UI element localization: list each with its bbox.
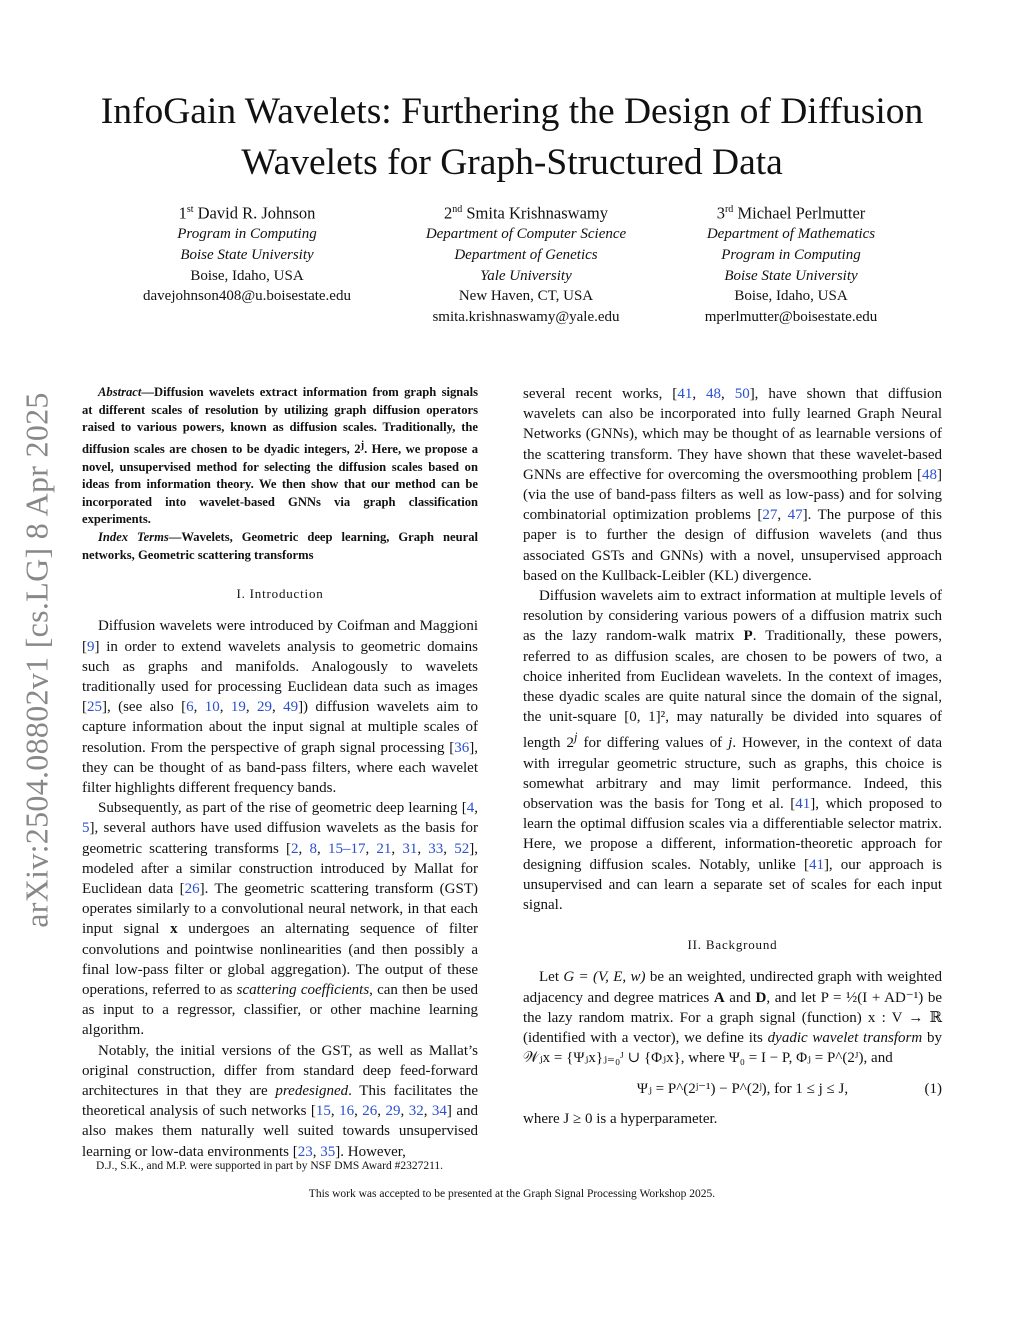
author-name: Michael Perlmutter: [737, 203, 866, 223]
paper-title: InfoGain Wavelets: Furthering the Design of Diffusion Wavelets for Graph-Structured Data: [100, 91, 924, 183]
acceptance-note: This work was accepted to be presented at the Graph Signal Processing Workshop 2025.: [308, 1188, 716, 1200]
left-column: [82, 384, 478, 1162]
author-email: davejohnson408@u.boisestate.edu: [143, 288, 351, 305]
funding-footnote: D.J., S.K., and M.P. were supported in part by NSF DMS Award #2327211.: [96, 1160, 444, 1172]
intro-paragraph-2: Subsequently, as part of the rise of geometric deep learning [4, 5], several authors have used diffusion wavelets as the basis for geometric scattering transforms [2, 8, 15–17, 21, 31, 33, 52], modeled after a similar construction introduced by Mallat for Euclidean data [26]. The geometric scattering transform (GST) operates similarly to a convolutional neural network, in that each input signal x undergoes an alternating sequence of filter convolutions and pointwise nonlinearities (and then possibly a final low-pass filter or global aggregation). The output of these operations, referred to as scattering coefficients, can then be used as input to a regressor, classifier, or other machine learning algorithm.: [82, 800, 479, 1039]
section-heading-background: II. Background: [687, 937, 778, 953]
background-paragraph-1: Let G = (V, E, w) be an weighted, undirected graph with weighted adjacency and degree matrices A and D, and let P = ½(I + AD⁻¹) be the lazy random matrix. For a graph signal (function) x : V → ℝ (identified with a vector), we define its dyadic wavelet transform by 𝒲ⱼx = {Ψⱼx}ⱼ₌₀ᴶ ∪ {Φⱼx}, where Ψ₀ = I − P, Φⱼ = P^(2ᴶ), and: [523, 969, 943, 1067]
arxiv-sidebar: [12, 360, 62, 960]
intro-paragraph-1: Diffusion wavelets were introduced by Coifman and Maggioni [9] in order to extend wavelets analysis to geometric domains such as graphs and manifolds. Analogously to wavelets traditionally used for processing Euclidean data such as images [25], (see also [6, 10, 19, 29, 49]) diffusion wavelets aim to capture information about the input signal at multiple scales of resolution. From the perspective of graph signal processing [36], they can be thought of as band-pass filters, where each wavelet filter highlights different frequency bands.: [82, 618, 479, 796]
equation-number: (1): [924, 1080, 942, 1097]
background-paragraph-2: where J ≥ 0 is a hyperparameter.: [523, 1110, 718, 1127]
author-name: Smita Krishnaswamy: [466, 203, 608, 223]
index-terms: Index Terms—Wavelets, Geometric deep learning, Graph neural networks, Geometric scattering transforms: [82, 529, 478, 562]
right-paragraph-1: several recent works, [41, 48, 50], have shown that diffusion wavelets can also be incorporated into fully learned Graph Neural Networks (GNNs), which may be thought of as learnable versions of the scattering transform. They have shown that these wavelet-based GNNs are effective for overcoming the oversmoothing problem [48] (via the use of band-pass filters as well as low-pass) and for solving combinatorial optimization problems [27, 47]. The purpose of this paper is to further the design of diffusion wavelets (and thus associated GSTs and GNNs) with a novel, unsupervised approach based on the Kullback-Leibler (KL) divergence.: [523, 386, 943, 584]
abstract: Abstract—Diffusion wavelets extract information from graph signals at different scales of resolution by utilizing graph diffusion operators raised to various powers, known as diffusion scales. Traditionally, the diffusion scales are chosen to be dyadic integers, 2$^j$. Here, we propose a novel, unsupervised method for selecting the diffusion scales based on ideas from information theory. We then show that our method can be incorporated into wavelet-based GNNs via graph classification experiments.: [82, 385, 478, 527]
author-2: 2nd Smita Krishnaswamy Department of Computer Science Department of Genetics Yale University New Haven, CT, USA smita.krishnaswamy@yale.edu: [396, 200, 656, 328]
right-column: [523, 384, 942, 1129]
equation-1: Ψⱼ = P^(2ʲ⁻¹) − P^(2ʲ), for 1 ≤ j ≤ J, (1): [523, 1079, 942, 1099]
intro-paragraph-3: Notably, the initial versions of the GST, as well as Mallat’s original construction, differ from standard deep feed-forward architectures in that they are predesigned. This facilitates the theoretical analysis of such networks [15, 16, 26, 29, 32, 34] and also makes them naturally well suited towards unsupervised learning or low-data environments [23, 35]. However,: [82, 1042, 478, 1160]
section-heading-introduction: I. Introduction: [236, 586, 324, 602]
author-email: smita.krishnaswamy@yale.edu: [432, 309, 620, 326]
author-1: 1st David R. Johnson Program in Computing Boise State University Boise, Idaho, USA davejohnson408@u.boisestate.edu: [117, 200, 377, 307]
author-name: David R. Johnson: [197, 203, 316, 223]
arxiv-id: arXiv:2504.08802v1 [cs.LG] 8 Apr 2025: [18, 392, 55, 928]
author-3: 3rd Michael Perlmutter Department of Mathematics Program in Computing Boise State University Boise, Idaho, USA mperlmutter@boisestate.edu: [661, 200, 921, 328]
author-email: mperlmutter@boisestate.edu: [704, 309, 878, 326]
right-paragraph-2: Diffusion wavelets aim to extract information at multiple levels of resolution by considering various powers of a diffusion matrix such as the lazy random-walk matrix P. Traditionally, these powers, referred to as diffusion scales, are chosen to be powers of two, a choice inherited from Euclidean wavelets. In the context of images, these dyadic scales are quite natural since the domain of the signal, the unit-square [0, 1]², may naturally be divided into squares of length 2$^j$ for differing values of j. However, in the context of data with irregular geometric structure, such as graphs, this choice is somewhat arbitrary and may limit performance. Indeed, this observation was the basis for Tong et al. [41], which proposed to learn the optimal diffusion scales via a differentiable selector matrix. Here, we propose a different, information-theoretic approach for designing diffusion scales. Notably, unlike [41], our approach is unsupervised and can learn a separate set of scales for each input signal.: [523, 588, 943, 914]
